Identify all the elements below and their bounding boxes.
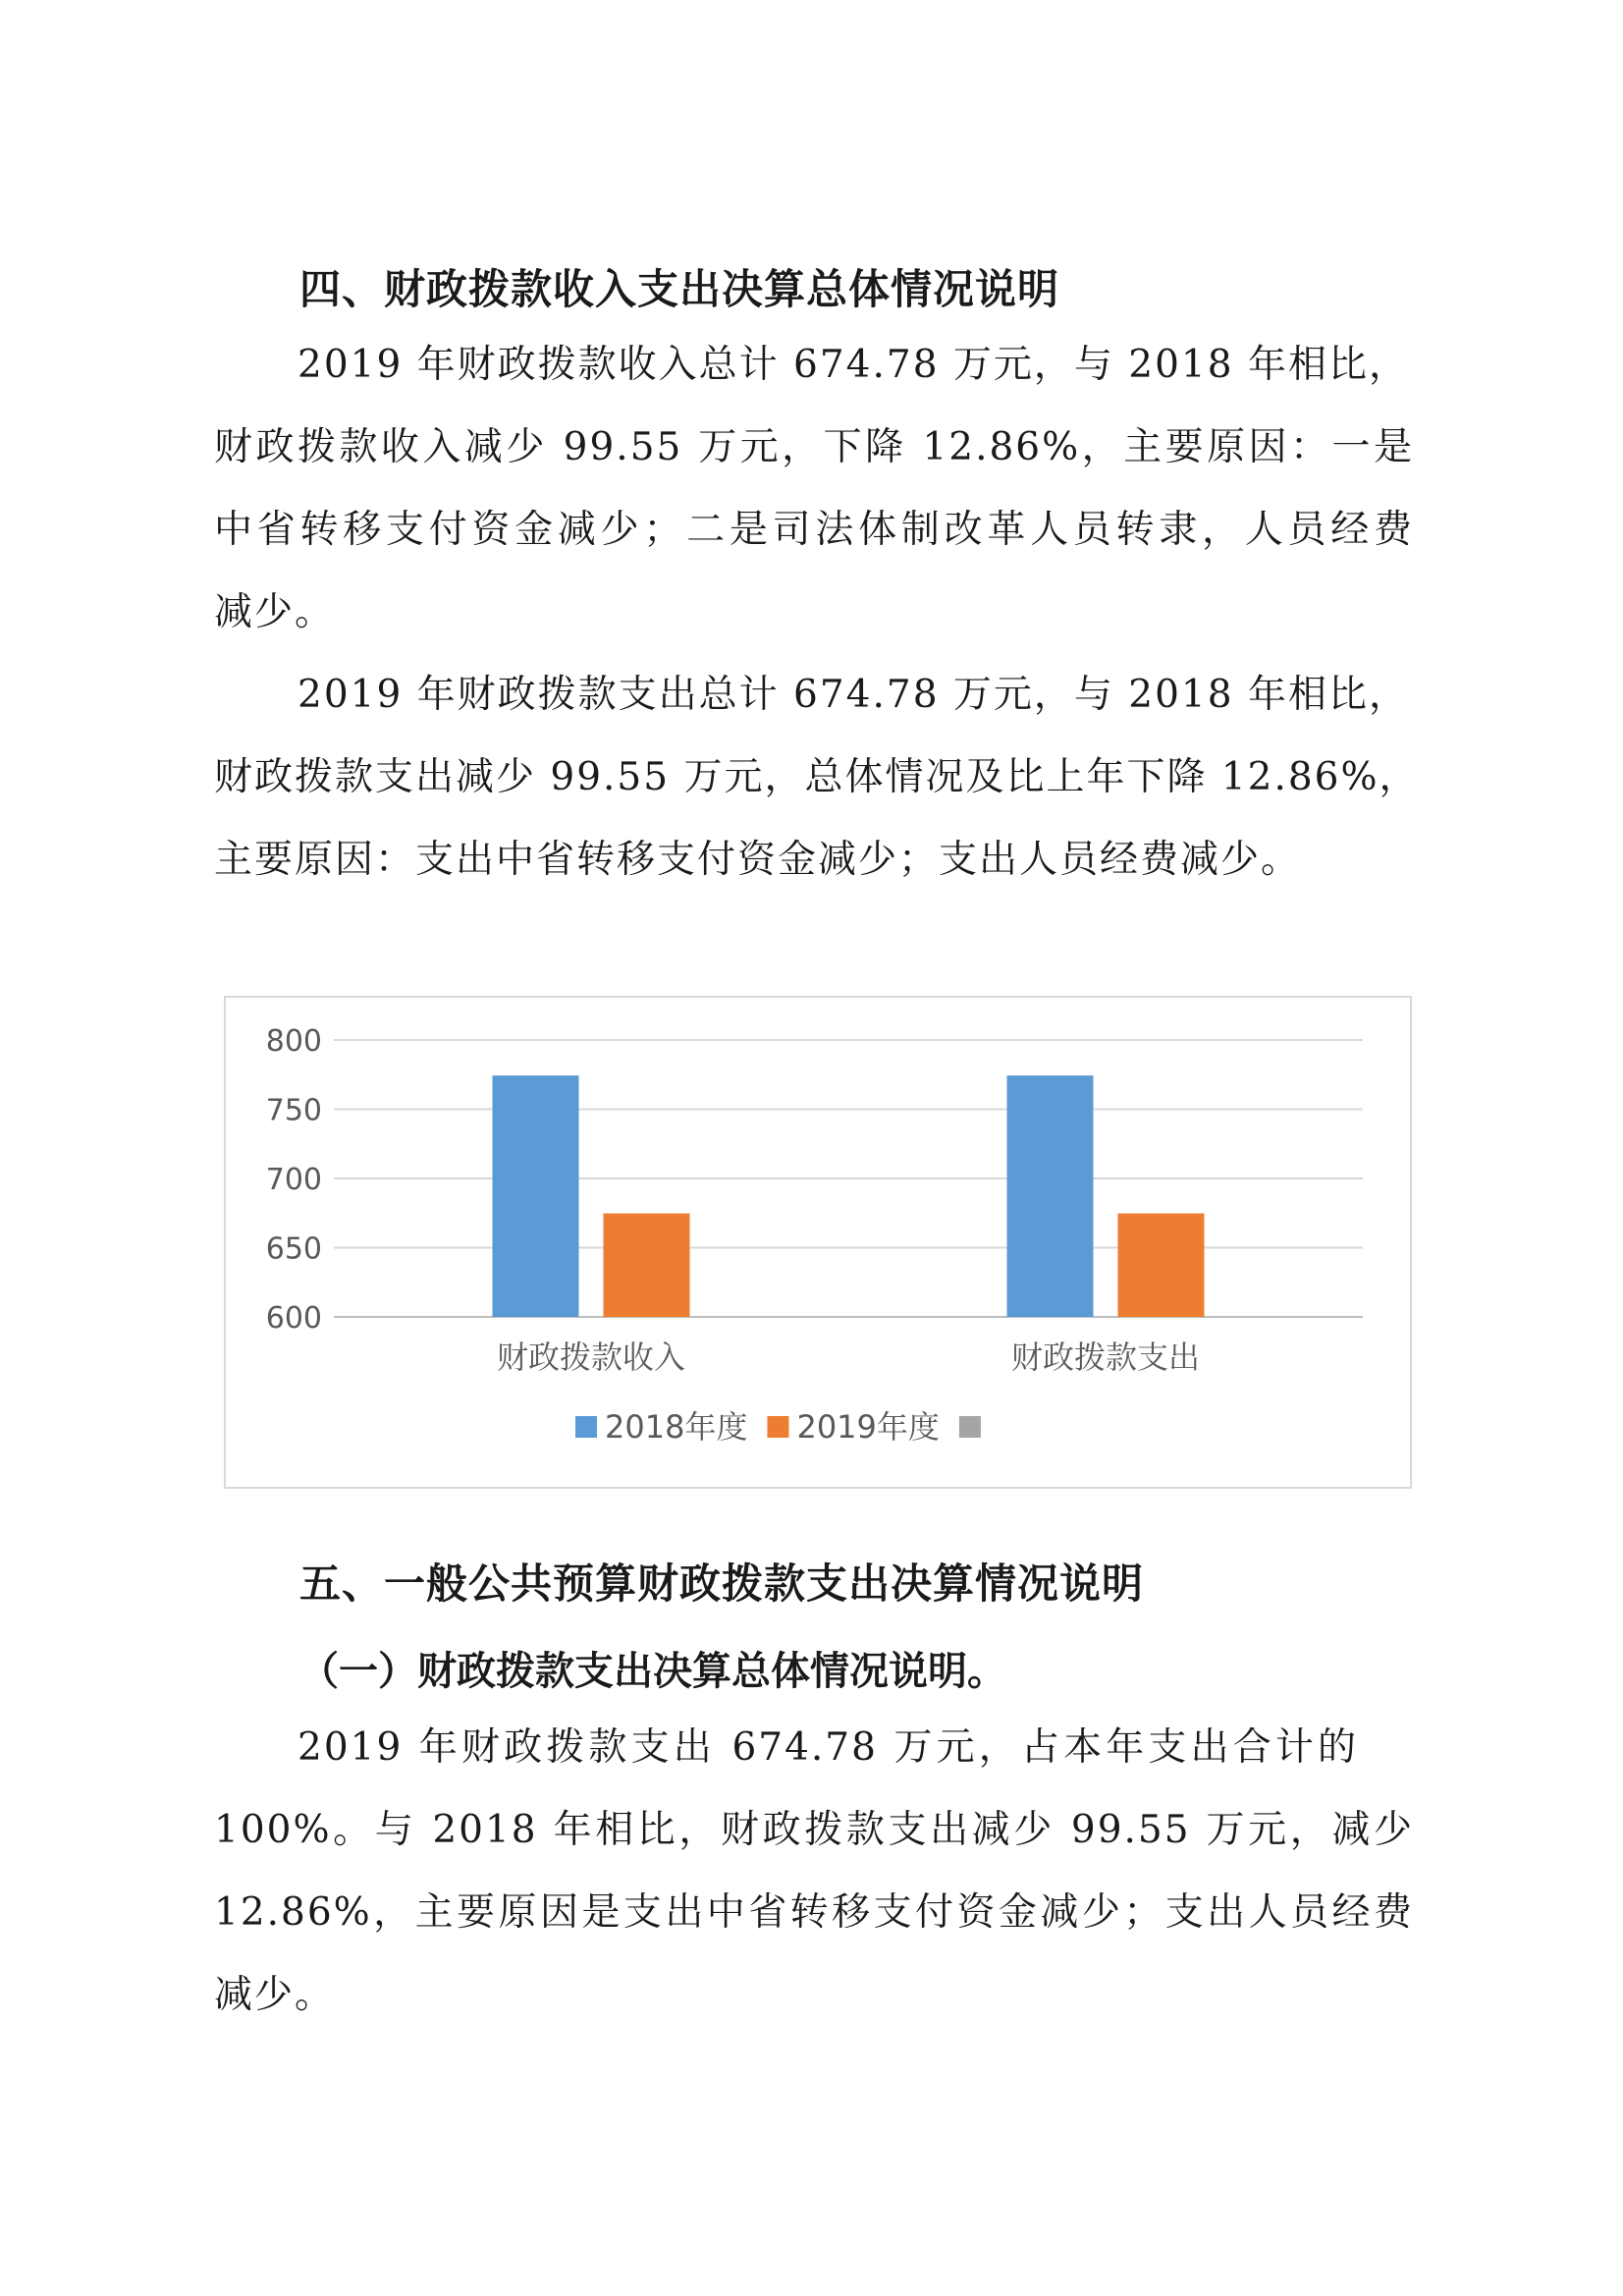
section5-subheading: （一）财政拨款支出决算总体情况说明。	[299, 1648, 1006, 1694]
s4-p1-line3: 中省转移支付资金减少；二是司法体制改革人员转隶，人员经费	[214, 508, 1414, 552]
bar-1-0	[1007, 1075, 1094, 1317]
s4-p2-line1: 2019 年财政拨款支出总计 674.78 万元，与 2018 年相比，	[298, 673, 1409, 717]
bar-0-1	[604, 1214, 690, 1317]
s4-p1-line1: 2019 年财政拨款收入总计 674.78 万元，与 2018 年相比，	[298, 343, 1409, 387]
category-label-1: 财政拨款支出	[1010, 1339, 1201, 1376]
legend-swatch-1	[767, 1416, 788, 1438]
s4-p2-line3: 主要原因：支出中省转移支付资金减少；支出人员经费减少。	[214, 838, 1302, 882]
section4-heading: 四、财政拨款收入支出决算总体情况说明	[299, 265, 1060, 313]
bar-chart-svg	[226, 998, 1410, 1487]
s5-p1-line2: 100%。与 2018 年相比，财政拨款支出减少 99.55 万元，减少	[214, 1808, 1414, 1852]
y-tick-label-700: 700	[265, 1163, 322, 1197]
y-tick-label-800: 800	[265, 1024, 322, 1059]
legend-swatch-0	[575, 1416, 597, 1438]
s5-p1-line1: 2019 年财政拨款支出 674.78 万元，占本年支出合计的	[298, 1725, 1358, 1770]
s4-p2-line2: 财政拨款支出减少 99.55 万元，总体情况及比上年下降 12.86%，	[214, 755, 1420, 799]
y-tick-label-600: 600	[265, 1301, 322, 1336]
section5-heading: 五、一般公共预算财政拨款支出决算情况说明	[299, 1559, 1145, 1608]
y-tick-label-750: 750	[265, 1093, 322, 1128]
bar-1-1	[1118, 1214, 1205, 1317]
y-tick-label-650: 650	[265, 1231, 322, 1267]
s5-p1-line4: 减少。	[214, 1973, 336, 2017]
s4-p1-line4: 减少。	[214, 590, 336, 634]
legend-label-1: 2019年度	[796, 1408, 940, 1446]
legend-swatch-2	[959, 1416, 981, 1438]
s4-p1-line2: 财政拨款收入减少 99.55 万元，下降 12.86%，主要原因：一是	[214, 425, 1414, 469]
bar-0-0	[493, 1075, 579, 1317]
legend-label-0: 2018年度	[605, 1408, 748, 1446]
category-label-0: 财政拨款收入	[496, 1339, 686, 1376]
bar-chart	[224, 996, 1412, 1489]
s5-p1-line3: 12.86%，主要原因是支出中省转移支付资金减少；支出人员经费	[214, 1890, 1414, 1935]
